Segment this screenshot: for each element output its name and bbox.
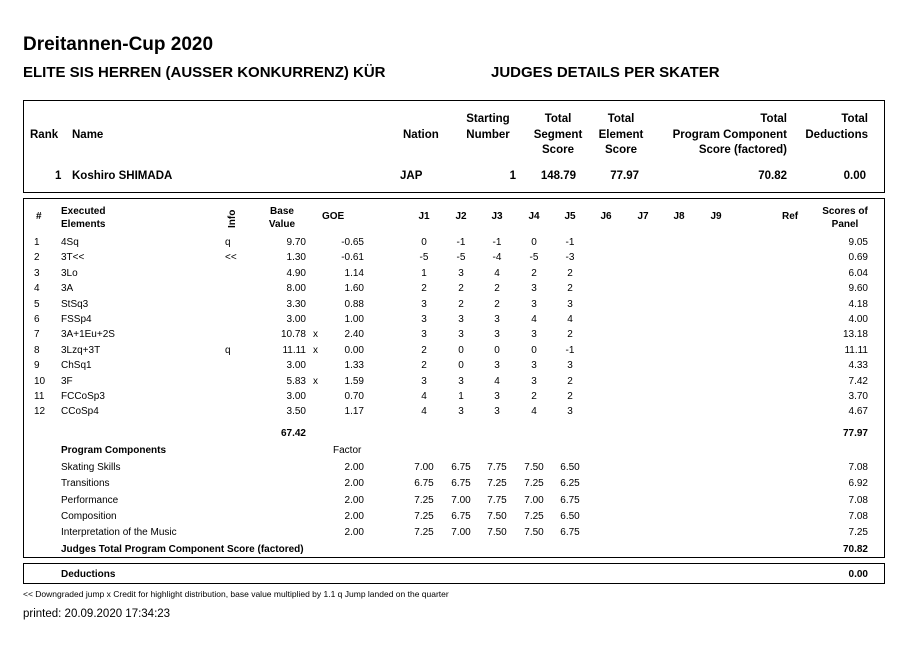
element-judge-score: 4: [531, 406, 537, 417]
judge-header: J6: [600, 211, 612, 222]
element-goe: 1.17: [344, 406, 364, 417]
element-highlight-mark: x: [313, 345, 318, 356]
component-factor: 2.00: [344, 462, 364, 473]
component-judge-score: 7.50: [524, 462, 544, 473]
element-judge-score: 0: [531, 345, 537, 356]
skater-start-number: 1: [509, 170, 516, 182]
deductions-value: 0.00: [848, 569, 868, 580]
element-base-value: 3.30: [286, 299, 306, 310]
element-judge-score: 2: [567, 376, 573, 387]
element-goe: 0.70: [344, 391, 364, 402]
col-total-pcs-header: Total Program Component Score (factored): [672, 113, 787, 156]
element-number: 8: [34, 345, 40, 356]
component-judge-score: 6.75: [451, 511, 471, 522]
component-judge-score: 7.00: [451, 527, 471, 538]
element-number: 11: [34, 391, 45, 402]
element-judge-score: 3: [494, 406, 500, 417]
element-judge-score: 0: [421, 237, 427, 248]
event-title: Dreitannen-Cup 2020: [23, 34, 214, 55]
element-judge-score: -1: [456, 237, 466, 248]
element-panel-score: 3.70: [848, 391, 868, 402]
component-judge-score: 6.75: [560, 495, 580, 506]
element-goe: -0.65: [341, 237, 364, 248]
component-judge-score: 7.50: [487, 511, 507, 522]
element-number: 7: [34, 329, 40, 340]
component-judge-score: 7.00: [524, 495, 544, 506]
col-total-element-score-header: Total Element Score: [598, 113, 644, 156]
total-elements-panel: 77.97: [842, 428, 868, 439]
element-judge-score: 3: [458, 314, 464, 325]
element-judge-score: 4: [421, 391, 427, 402]
element-judge-score: 3: [421, 299, 427, 310]
element-code: StSq3: [61, 299, 89, 310]
component-judge-score: 6.50: [560, 511, 580, 522]
element-goe: -0.61: [341, 252, 364, 263]
element-goe: 1.00: [344, 314, 364, 325]
element-judge-score: 0: [458, 360, 464, 371]
element-judge-score: 2: [531, 268, 537, 279]
element-number: 6: [34, 314, 40, 325]
element-base-value: 3.00: [286, 360, 306, 371]
element-judge-score: 3: [458, 406, 464, 417]
pcs-total-label: Judges Total Program Component Score (factored): [61, 544, 304, 555]
element-code: 4Sq: [61, 237, 79, 248]
element-panel-score: 9.05: [848, 237, 868, 248]
element-panel-score: 13.18: [842, 329, 868, 340]
element-number: 4: [34, 283, 40, 294]
component-judge-score: 6.75: [451, 462, 471, 473]
element-judge-score: 0: [531, 237, 537, 248]
col-starting-number-header: Starting Number: [466, 113, 510, 141]
element-panel-score: 4.67: [848, 406, 868, 417]
deductions-label: Deductions: [61, 569, 116, 580]
element-judge-score: 2: [494, 299, 500, 310]
element-judge-score: 2: [421, 360, 427, 371]
element-judge-score: -5: [529, 252, 539, 263]
element-judge-score: 3: [458, 376, 464, 387]
element-judge-score: 2: [531, 391, 537, 402]
skater-total-deductions: 0.00: [843, 170, 866, 182]
element-judge-score: 3: [494, 314, 500, 325]
element-judge-score: 3: [567, 299, 573, 310]
judge-header: J5: [564, 211, 576, 222]
element-number: 1: [34, 237, 40, 248]
element-judge-score: -3: [565, 252, 575, 263]
element-code: 3T<<: [61, 252, 85, 263]
element-panel-score: 4.33: [848, 360, 868, 371]
component-judge-score: 7.50: [487, 527, 507, 538]
element-judge-score: 1: [421, 268, 427, 279]
skater-total-segment-score: 148.79: [540, 170, 576, 182]
element-code: CCoSp4: [61, 406, 99, 417]
element-judge-score: 2: [421, 345, 427, 356]
element-panel-score: 7.42: [848, 376, 868, 387]
element-code: FSSp4: [61, 314, 92, 325]
element-judge-score: 2: [567, 268, 573, 279]
program-components-heading: Program Components: [61, 445, 167, 456]
component-name: Performance: [61, 495, 119, 506]
element-goe: 1.60: [344, 283, 364, 294]
element-judge-score: -5: [419, 252, 429, 263]
element-panel-score: 0.69: [848, 252, 868, 263]
component-panel-score: 7.08: [848, 495, 868, 506]
element-base-value: 4.90: [286, 268, 306, 279]
element-base-value: 3.50: [286, 406, 306, 417]
element-judge-score: 3: [421, 329, 427, 340]
component-panel-score: 7.08: [848, 511, 868, 522]
element-judge-score: 3: [421, 376, 427, 387]
element-base-value: 10.78: [280, 329, 306, 340]
total-base-value: 67.42: [280, 428, 306, 439]
element-judge-score: 3: [494, 360, 500, 371]
component-name: Interpretation of the Music: [61, 527, 177, 538]
skater-total-pcs: 70.82: [758, 170, 787, 182]
element-number: 10: [34, 376, 46, 387]
element-judge-score: 3: [531, 376, 537, 387]
element-panel-score: 4.18: [848, 299, 868, 310]
component-judge-score: 7.75: [487, 462, 507, 473]
component-factor: 2.00: [344, 511, 364, 522]
col-ref-header: Ref: [782, 211, 799, 222]
component-judge-score: 6.75: [414, 478, 434, 489]
element-code: 3F: [61, 376, 73, 387]
element-goe: 1.33: [344, 360, 364, 371]
col-total-segment-score-header: Total Segment Score: [533, 113, 583, 156]
element-panel-score: 4.00: [848, 314, 868, 325]
element-number: 2: [34, 252, 40, 263]
element-panel-score: 9.60: [848, 283, 868, 294]
col-elements-header: Executed Elements: [61, 206, 106, 230]
element-number: 9: [34, 360, 40, 371]
element-number: 12: [34, 406, 46, 417]
element-judge-score: -1: [492, 237, 502, 248]
element-base-value: 3.00: [286, 314, 306, 325]
judge-header: J4: [528, 211, 540, 222]
element-judge-score: 2: [494, 283, 500, 294]
element-panel-score: 6.04: [848, 268, 868, 279]
element-judge-score: 3: [458, 268, 464, 279]
element-judge-score: 2: [567, 329, 573, 340]
element-goe: 0.88: [344, 299, 364, 310]
element-highlight-mark: x: [313, 376, 318, 387]
element-number: 3: [34, 268, 40, 279]
component-panel-score: 7.08: [848, 462, 868, 473]
judge-header: J9: [710, 211, 722, 222]
element-judge-score: -1: [565, 345, 575, 356]
component-judge-score: 6.75: [451, 478, 471, 489]
element-base-value: 11.11: [282, 345, 306, 356]
element-judge-score: 4: [567, 314, 573, 325]
component-judge-score: 7.50: [524, 527, 544, 538]
element-judge-score: 2: [458, 299, 464, 310]
element-code: 3Lzq+3T: [61, 345, 101, 356]
element-judge-score: 2: [567, 391, 573, 402]
component-judge-score: 7.00: [451, 495, 471, 506]
col-number-header: #: [36, 211, 42, 222]
col-goe-header: GOE: [322, 211, 345, 222]
judge-header: J8: [673, 211, 685, 222]
col-name-header: Name: [72, 129, 104, 141]
judge-header: J2: [455, 211, 467, 222]
element-goe: 0.00: [344, 345, 364, 356]
factor-header: Factor: [333, 445, 362, 456]
element-judge-score: -4: [492, 252, 502, 263]
element-judge-score: 3: [531, 283, 537, 294]
element-judge-score: 2: [421, 283, 427, 294]
element-judge-score: 4: [494, 376, 500, 387]
element-judge-score: 3: [531, 299, 537, 310]
element-judge-score: 4: [531, 314, 537, 325]
element-code: 3A+1Eu+2S: [61, 329, 115, 340]
element-base-value: 1.30: [286, 252, 306, 263]
element-judge-score: -1: [565, 237, 575, 248]
category-title: ELITE SIS HERREN (AUSSER KONKURRENZ) KÜR: [23, 64, 386, 81]
col-base-value-header: Base Value: [268, 206, 296, 230]
element-number: 5: [34, 299, 40, 310]
deductions-box: [23, 563, 885, 584]
component-judge-score: 7.25: [414, 511, 434, 522]
element-code: ChSq1: [61, 360, 92, 371]
element-judge-score: 3: [494, 391, 500, 402]
component-name: Composition: [61, 511, 117, 522]
element-judge-score: 1: [458, 391, 464, 402]
element-code: 3A: [61, 283, 74, 294]
component-panel-score: 7.25: [848, 527, 868, 538]
judge-header: J3: [491, 211, 503, 222]
element-base-value: 5.83: [286, 376, 306, 387]
element-judge-score: 2: [458, 283, 464, 294]
skater-name: Koshiro SHIMADA: [72, 170, 173, 182]
component-judge-score: 7.00: [414, 462, 434, 473]
element-judge-score: 3: [458, 329, 464, 340]
element-judge-score: 0: [494, 345, 500, 356]
component-name: Skating Skills: [61, 462, 121, 473]
component-name: Transitions: [61, 478, 110, 489]
component-factor: 2.00: [344, 527, 364, 538]
col-panel-score-header: Scores of Panel: [822, 206, 868, 230]
element-goe: 1.59: [344, 376, 364, 387]
element-base-value: 8.00: [286, 283, 306, 294]
element-judge-score: 3: [531, 329, 537, 340]
element-judge-score: 3: [494, 329, 500, 340]
element-judge-score: 3: [421, 314, 427, 325]
pcs-total-value: 70.82: [842, 544, 868, 555]
element-code: FCCoSp3: [61, 391, 105, 402]
component-factor: 2.00: [344, 478, 364, 489]
element-info: <<: [225, 252, 237, 263]
skater-total-element-score: 77.97: [610, 170, 639, 182]
element-judge-score: -5: [456, 252, 466, 263]
component-judge-score: 7.75: [487, 495, 507, 506]
element-judge-score: 3: [567, 360, 573, 371]
element-panel-score: 11.11: [844, 345, 868, 356]
element-info: q: [225, 345, 231, 356]
component-judge-score: 6.75: [560, 527, 580, 538]
col-total-deductions-header: Total Deductions: [805, 113, 868, 141]
element-goe: 1.14: [344, 268, 364, 279]
skater-nation: JAP: [400, 170, 423, 182]
col-nation-header: Nation: [403, 129, 439, 141]
element-goe: 2.40: [344, 329, 364, 340]
element-judge-score: 3: [567, 406, 573, 417]
element-judge-score: 0: [458, 345, 464, 356]
col-rank-header: Rank: [30, 129, 59, 141]
element-judge-score: 3: [531, 360, 537, 371]
judge-header: J1: [418, 211, 430, 222]
component-judge-score: 6.50: [560, 462, 580, 473]
component-factor: 2.00: [344, 495, 364, 506]
component-judge-score: 7.25: [487, 478, 507, 489]
element-base-value: 3.00: [286, 391, 306, 402]
footnote: << Downgraded jump x Credit for highlight distribution, base value multiplied by 1.1 q Jump landed on the quarter: [23, 589, 449, 599]
element-judge-score: 2: [567, 283, 573, 294]
component-judge-score: 7.25: [414, 495, 434, 506]
col-info-header: Info: [227, 209, 238, 228]
judge-header: J7: [637, 211, 649, 222]
element-highlight-mark: x: [313, 329, 318, 340]
element-base-value: 9.70: [286, 237, 306, 248]
element-code: 3Lo: [61, 268, 78, 279]
element-judge-score: 4: [421, 406, 427, 417]
component-judge-score: 7.25: [524, 478, 544, 489]
skater-rank: 1: [55, 170, 62, 182]
report-title: JUDGES DETAILS PER SKATER: [491, 64, 720, 81]
component-judge-score: 7.25: [524, 511, 544, 522]
component-judge-score: 6.25: [560, 478, 580, 489]
element-judge-score: 4: [494, 268, 500, 279]
element-info: q: [225, 237, 231, 248]
component-judge-score: 7.25: [414, 527, 434, 538]
printed-timestamp: printed: 20.09.2020 17:34:23: [23, 608, 171, 620]
component-panel-score: 6.92: [848, 478, 868, 489]
